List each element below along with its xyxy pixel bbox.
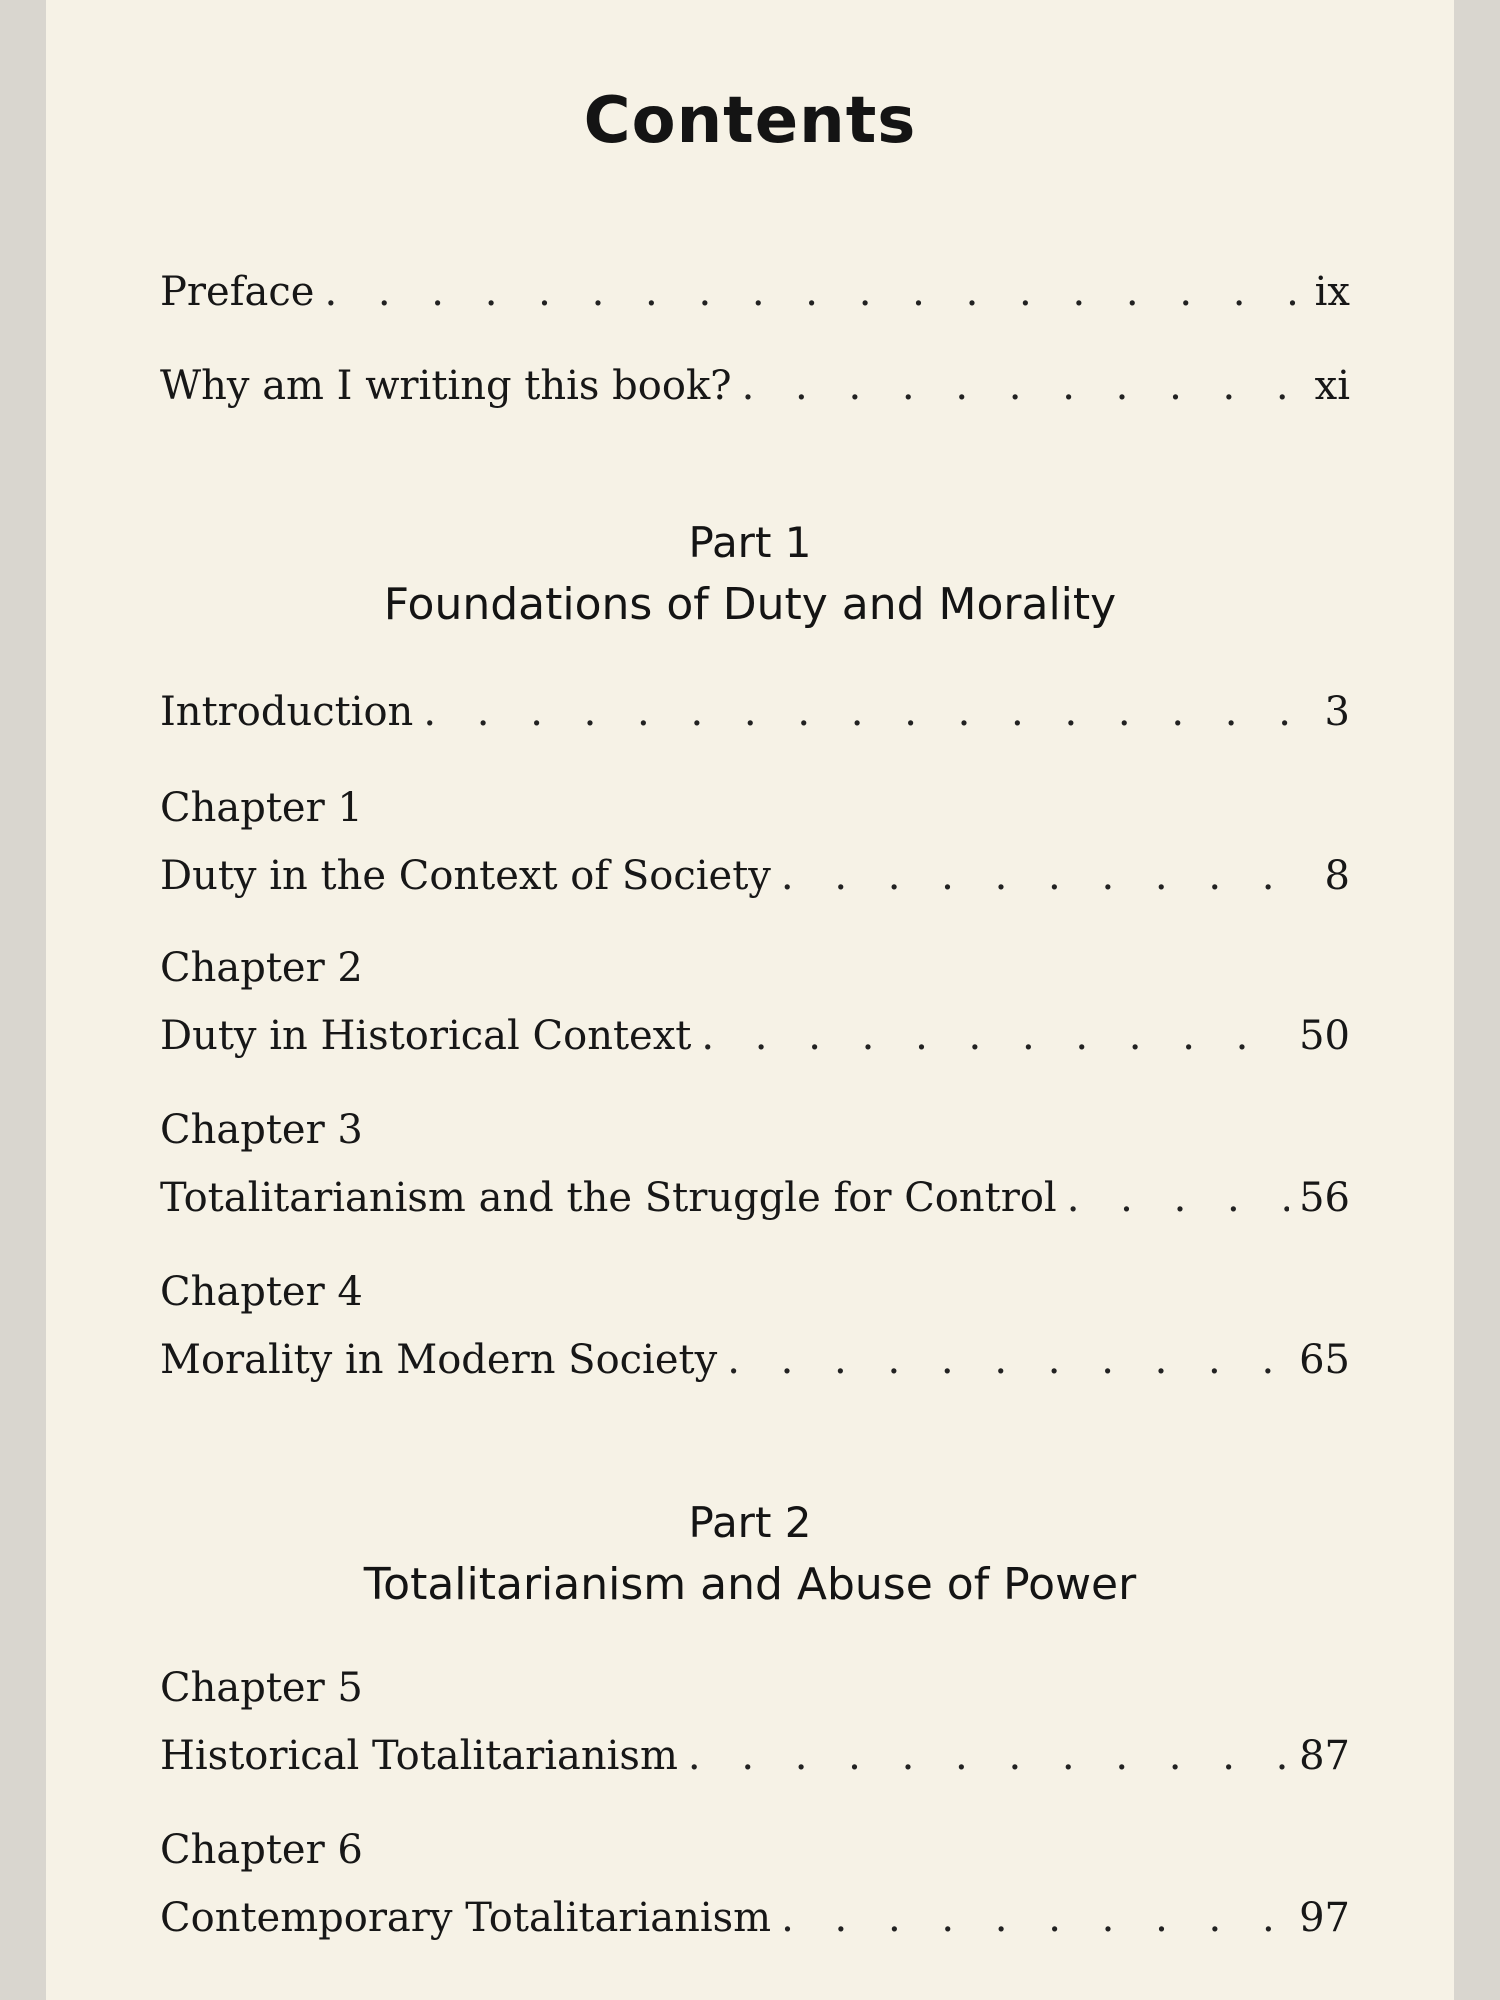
part-label: Part 2 bbox=[688, 1498, 812, 1547]
dot-leader bbox=[1067, 1164, 1289, 1232]
page-title: Contents bbox=[583, 84, 917, 158]
chapter-label: Chapter 6 bbox=[160, 1827, 363, 1873]
dot-leader bbox=[781, 1884, 1289, 1952]
toc-entry-title: Duty in Historical Context bbox=[160, 1013, 692, 1059]
toc-page-number: 65 bbox=[1299, 1337, 1350, 1383]
part-title: Foundations of Duty and Morality bbox=[383, 579, 1117, 630]
toc-entry-chapter-6[interactable] bbox=[160, 1816, 1350, 1952]
toc-entry-preface[interactable] bbox=[160, 258, 1350, 326]
dot-leader bbox=[688, 1722, 1289, 1790]
part-label: Part 1 bbox=[688, 518, 812, 567]
chapter-label: Chapter 2 bbox=[160, 945, 363, 991]
toc-entry-chapter-3[interactable] bbox=[160, 1096, 1350, 1232]
toc-page-number: 56 bbox=[1299, 1175, 1350, 1221]
toc-entry-chapter-5[interactable] bbox=[160, 1654, 1350, 1790]
toc-entry-title: Totalitarianism and the Struggle for Control bbox=[160, 1175, 1057, 1221]
toc-entry-title: Duty in the Context of Society bbox=[160, 853, 771, 899]
toc-entry-title: Preface bbox=[160, 269, 315, 315]
chapter-label: Chapter 5 bbox=[160, 1665, 363, 1711]
toc-entry-title: Morality in Modern Society bbox=[160, 1337, 718, 1383]
toc-page-number: 8 bbox=[1324, 853, 1350, 899]
toc-entry-title: Historical Totalitarianism bbox=[160, 1733, 678, 1779]
toc-entry-title: Why am I writing this book? bbox=[160, 363, 732, 409]
toc-entry-title: Contemporary Totalitarianism bbox=[160, 1895, 772, 1941]
toc-entry-chapter-4[interactable] bbox=[160, 1258, 1350, 1394]
toc-entry-why[interactable] bbox=[160, 352, 1350, 420]
part-title: Totalitarianism and Abuse of Power bbox=[363, 1559, 1137, 1610]
dot-leader bbox=[781, 842, 1315, 910]
chapter-label: Chapter 4 bbox=[160, 1269, 363, 1315]
toc-entry-title: Introduction bbox=[160, 689, 414, 735]
toc-page-number: xi bbox=[1314, 363, 1350, 409]
part-heading-1 bbox=[0, 518, 1500, 630]
toc-page-number: 3 bbox=[1324, 689, 1350, 735]
dot-leader bbox=[324, 258, 1304, 326]
dot-leader bbox=[727, 1326, 1289, 1394]
toc-page-number: 87 bbox=[1299, 1733, 1350, 1779]
chapter-label: Chapter 1 bbox=[160, 785, 363, 831]
toc-entry-introduction[interactable] bbox=[160, 678, 1350, 746]
dot-leader bbox=[742, 352, 1305, 420]
dot-leader bbox=[701, 1002, 1289, 1070]
toc-entry-chapter-2[interactable] bbox=[160, 934, 1350, 1070]
toc-page-number: 50 bbox=[1299, 1013, 1350, 1059]
toc-page-number: ix bbox=[1314, 269, 1350, 315]
toc-entry-chapter-1[interactable] bbox=[160, 774, 1350, 910]
dot-leader bbox=[423, 678, 1314, 746]
chapter-label: Chapter 3 bbox=[160, 1107, 363, 1153]
toc-page-number: 97 bbox=[1299, 1895, 1350, 1941]
part-heading-2 bbox=[0, 1498, 1500, 1610]
